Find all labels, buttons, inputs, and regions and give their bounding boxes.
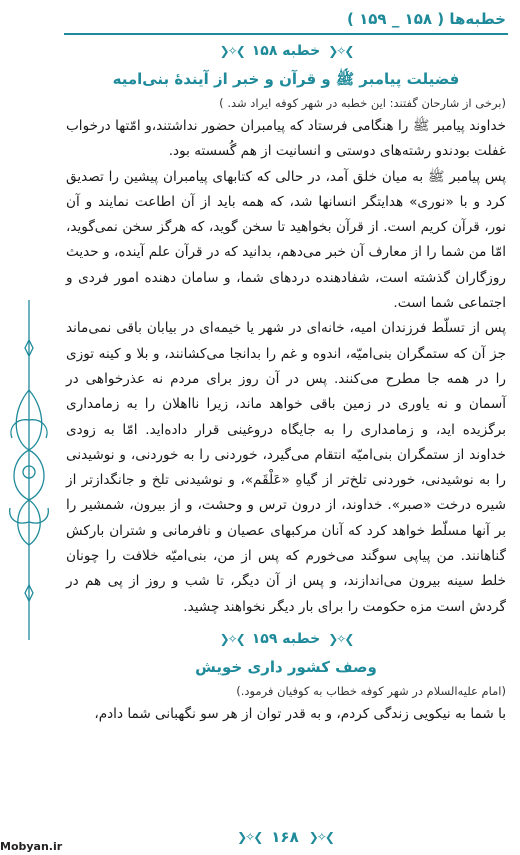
sermon-158-heading	[66, 40, 506, 66]
page-footer	[64, 825, 506, 849]
sermon-158-title: خطبه ۱۵۸	[251, 43, 321, 59]
paragraph: با شما به نیکویی زندگی کردم، و به قدر توان از هر سو نگهبانی شما دادم،	[94, 705, 506, 722]
header-rule	[64, 33, 508, 35]
sermon-159-subtitle: وصف کشور داری خویش	[195, 657, 377, 676]
ornament-icon	[2, 300, 56, 640]
page-number: ۱۶۸	[271, 828, 299, 846]
paragraph: پس از تسلّط فرزندان امیه، خانه‌ای در شهر یا خیمه‌ای در بیابان باقی نمی‌ماند جز آن که ستمگران بنی‌امیّه، اندوه و غم را بدانجا می‌کشانند، و بلا و کینه توزی را در همه جا مطرح می‌کنند. پس در آن روز برای مردم نه عذرخواهی در آسمان و نه یاوری در زمین باقی خواهد ماند، زیرا نااهلان را به زمامداری برگزیده اید، و زمامداری را به جایگاه دروغینی قرار داده‌اید. امّا به زودی خداوند از ستمگران بنی‌امیّه انتقام می‌گیرد، خوردنی را به خوردنی، و نوشیدنی را به نوشیدنی، خوردنی تلخ‌تر از گیاهِ «عَلْقَم»، و نوشیدنی تلخ و جانگدازتر از شیره درخت «صبر». خداوند، از درون ترس و وحشت، و از بیرون، شمشیر را بر آنها مسلّط خواهد کرد که آنان مرکبهای عصیان و نافرمانی و شتران بارکش گناهانند. من پیاپی سوگند می‌خورم که پس از من، بنی‌امیّه خلافت را چونان خلط سینه بیرون می‌اندازند، و پس از آن دیگر، تا شب و روز از پی هم در گردش است مزه حکومت را برای بار دیگر نخواهند چشید.	[66, 320, 506, 615]
running-header	[64, 6, 506, 32]
page-body	[66, 40, 506, 727]
sermon-159-title: خطبه ۱۵۹	[251, 630, 321, 647]
sermon-159-heading	[66, 628, 506, 654]
running-header-title: خطبه‌ها ( ۱۵۸ _ ۱۵۹ )	[347, 10, 506, 28]
flourish-right-icon: ❯✧❮	[328, 44, 353, 58]
flourish-left-icon: ❯✧❮	[237, 830, 262, 844]
paragraph: خداوند پیامبر ﷺ را هنگامی فرستاد که پیامبران حضور نداشتند،و امّتها درخواب غفلت بودندو رشته‌های دوستی و انسانیت از هم گُسسته بود.	[66, 118, 506, 160]
sermon-159-note: (امام علیه‌السلام در شهر کوفه خطاب به کوفیان فرمود.)	[236, 683, 506, 698]
flourish-right-icon: ❯✧❮	[328, 631, 353, 646]
paragraph: پس پیامبر ﷺ به میان خلق آمد، در حالی که کتابهای پیامبران پیشین را تصدیق کرد و با «نوری» هدایتگر انسانها شد، که همه باید از آن اطاعت نمایند و آن نور، قرآن کریم است. از قرآن بخواهید تا سخن گوید، که هرگز سخن نمی‌گوید، امّا من شما را از معارف آن خبر می‌دهم، بدانید که در قرآن علم آینده، و حدیث روزگاران گذشته است، شفادهنده دردهای شما، و سامان دهنده امور فردی و اجتماعی شما است.	[66, 168, 506, 312]
site-watermark: Mobyan.ir	[0, 840, 63, 853]
sermon-158-subtitle: فضیلت پیامبر ﷺ و قرآن و خبر از آیندۀ بنی‌امیه	[112, 70, 460, 88]
flourish-left-icon: ❯✧❮	[219, 631, 244, 646]
flourish-left-icon: ❯✧❮	[219, 44, 244, 58]
flourish-right-icon: ❯✧❮	[308, 830, 333, 844]
sermon-158-note: (برخی از شارحان گفتند: این خطبه در شهر کوفه ایراد شد. )	[219, 96, 506, 110]
